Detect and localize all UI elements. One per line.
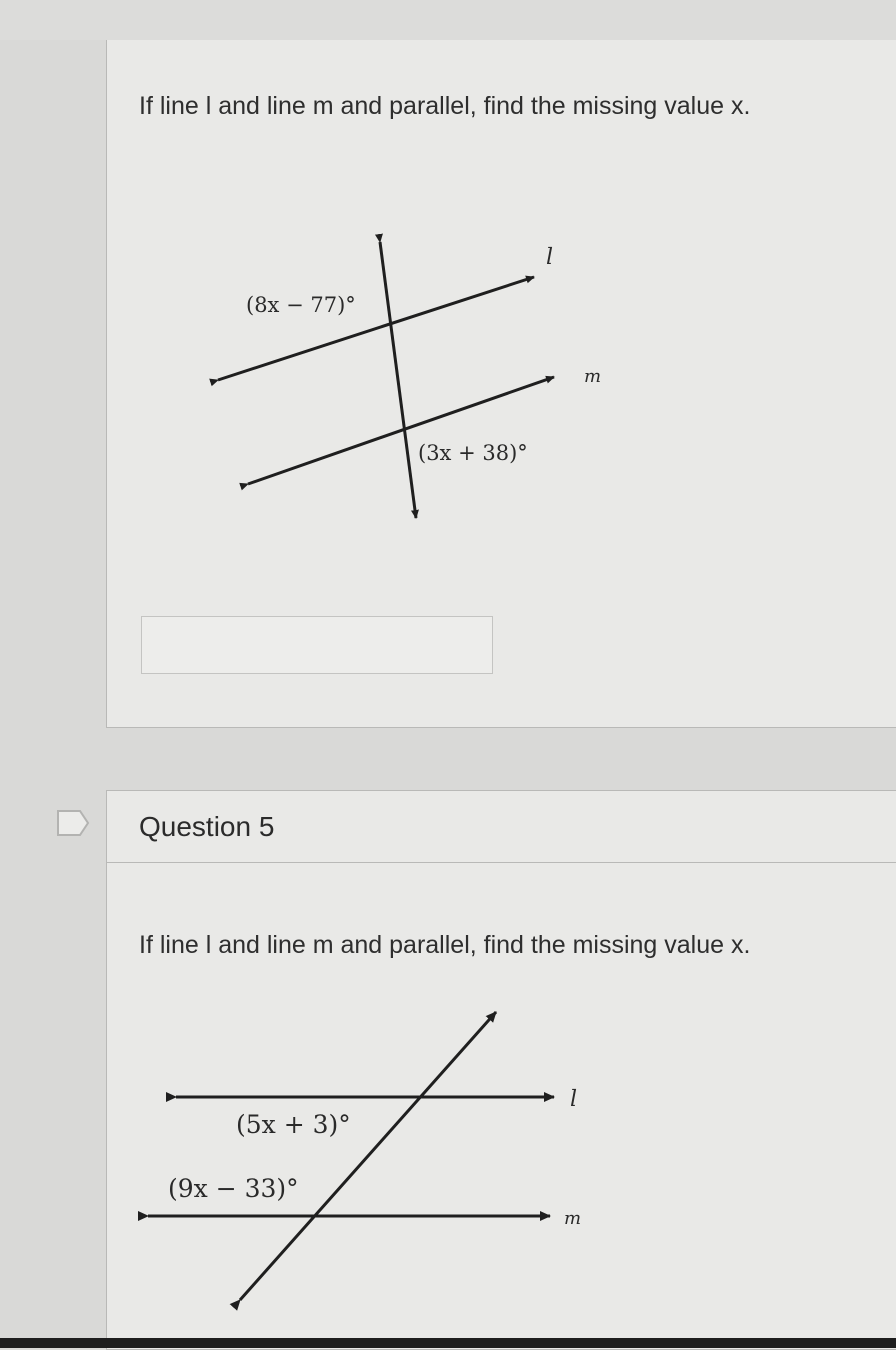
line-m-label: m: [584, 366, 602, 387]
question-5-diagram: [106, 1000, 626, 1330]
question-5-header: [107, 791, 896, 863]
line-l-label: l: [570, 1087, 578, 1112]
top-bar: [0, 0, 896, 40]
bottom-bar: [0, 1338, 896, 1348]
line-m-label: m: [564, 1208, 582, 1229]
question-4-diagram: [106, 220, 626, 550]
angle-label-top: (5x + 3)°: [236, 1110, 351, 1139]
question-5-title: Question 5: [139, 811, 275, 842]
angle-label-top: (8x − 77)°: [246, 293, 356, 317]
transversal: [380, 242, 416, 518]
angle-label-bottom: (9x − 33)°: [168, 1174, 299, 1203]
transversal: [240, 1012, 496, 1300]
question-4-answer-input[interactable]: [141, 616, 493, 674]
flag-icon[interactable]: [54, 808, 92, 838]
line-l-label: l: [546, 245, 554, 270]
angle-label-bottom: (3x + 38)°: [418, 441, 528, 465]
question-4-prompt: If line l and line m and parallel, find the missing value x.: [139, 92, 751, 120]
question-5-prompt: If line l and line m and parallel, find the missing value x.: [139, 931, 751, 959]
